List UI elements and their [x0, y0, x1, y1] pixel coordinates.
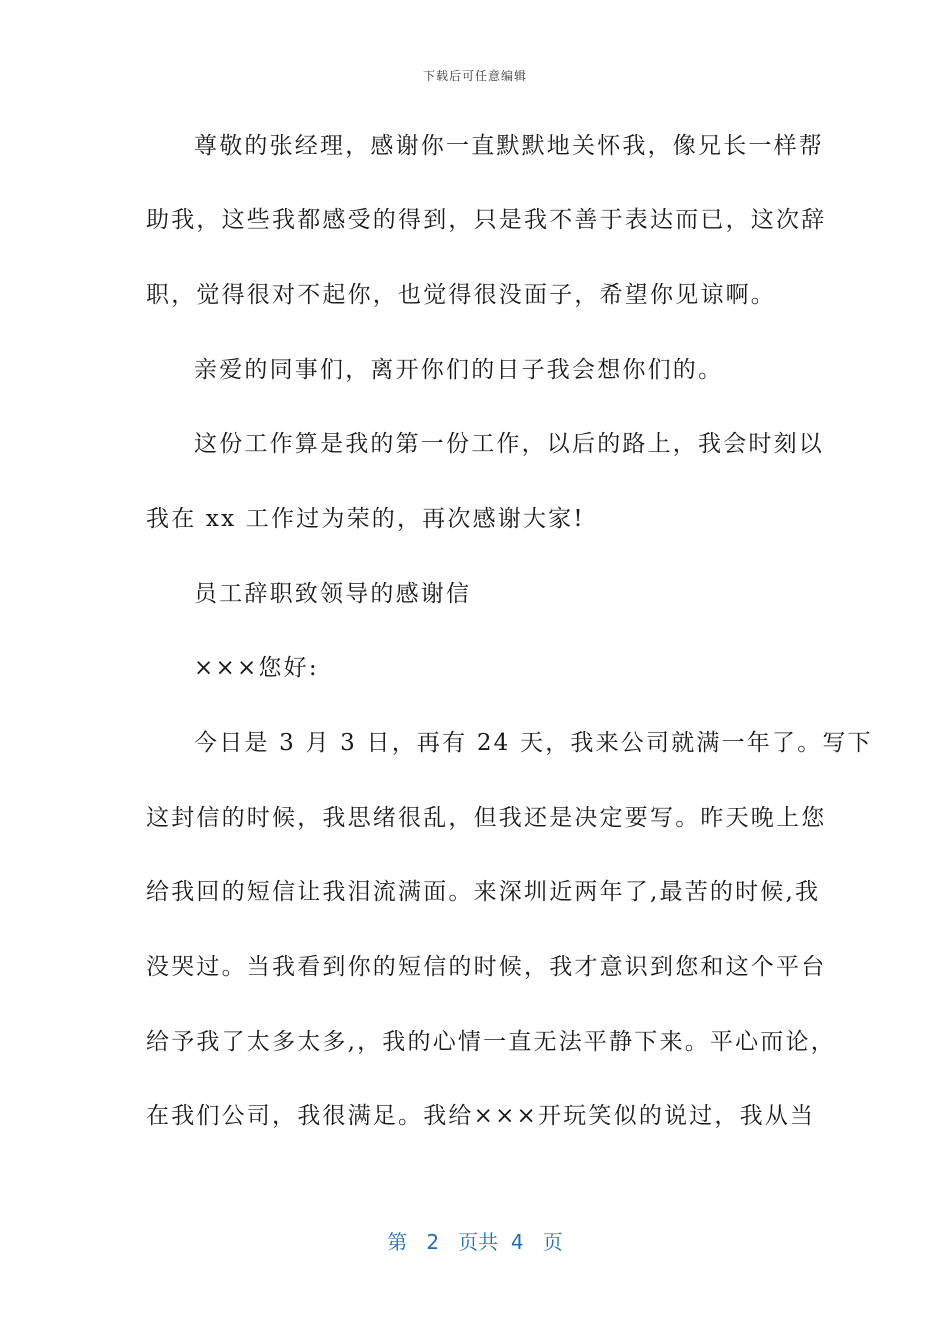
paragraph-line: 给我回的短信让我泪流满面。来深圳近两年了,最苦的时候,我: [146, 879, 821, 905]
paragraph-line: 尊敬的张经理，感谢你一直默默地关怀我，像兄长一样帮: [194, 133, 824, 159]
paragraph-line: 我在 xx 工作过为荣的，再次感谢大家!: [146, 506, 585, 532]
paragraph-line: 职，觉得很对不起你，也觉得很没面子，希望你见谅啊。: [146, 282, 776, 308]
paragraph-line: 助我，这些我都感受的得到，只是我不善于表达而已，这次辞: [146, 207, 827, 233]
footer-total-pages: 4: [510, 1230, 524, 1254]
paragraph-line: 亲爱的同事们，离开你们的日子我会想你们的。: [194, 357, 724, 383]
paragraph-line: 没哭过。当我看到你的短信的时候，我才意识到您和这个平台: [146, 954, 827, 980]
paragraph-line: 这封信的时候，我思绪很乱，但我还是决定要写。昨天晚上您: [146, 805, 827, 831]
footer-label-of: 页共: [458, 1230, 499, 1254]
paragraph-line: 今日是 3 月 3 日，再有 24 天，我来公司就满一年了。写下: [194, 730, 873, 756]
paragraph-line: 这份工作算是我的第一份工作，以后的路上，我会时刻以: [194, 431, 824, 457]
footer-current-page: 2: [426, 1230, 440, 1254]
footer-label-page: 第: [387, 1230, 408, 1254]
salutation: ×××您好:: [194, 655, 319, 681]
paragraph-line: 在我们公司，我很满足。我给×××开玩笑似的说过，我从当: [146, 1103, 816, 1129]
paragraph-line: 给予我了太多太多,，我的心情一直无法平静下来。平心而论，: [146, 1029, 836, 1055]
footer-label-pages: 页: [542, 1230, 563, 1254]
page-footer: [0, 1226, 950, 1255]
page-header: 下载后可任意编辑: [422, 69, 527, 83]
section-title: 员工辞职致领导的感谢信: [194, 581, 472, 607]
